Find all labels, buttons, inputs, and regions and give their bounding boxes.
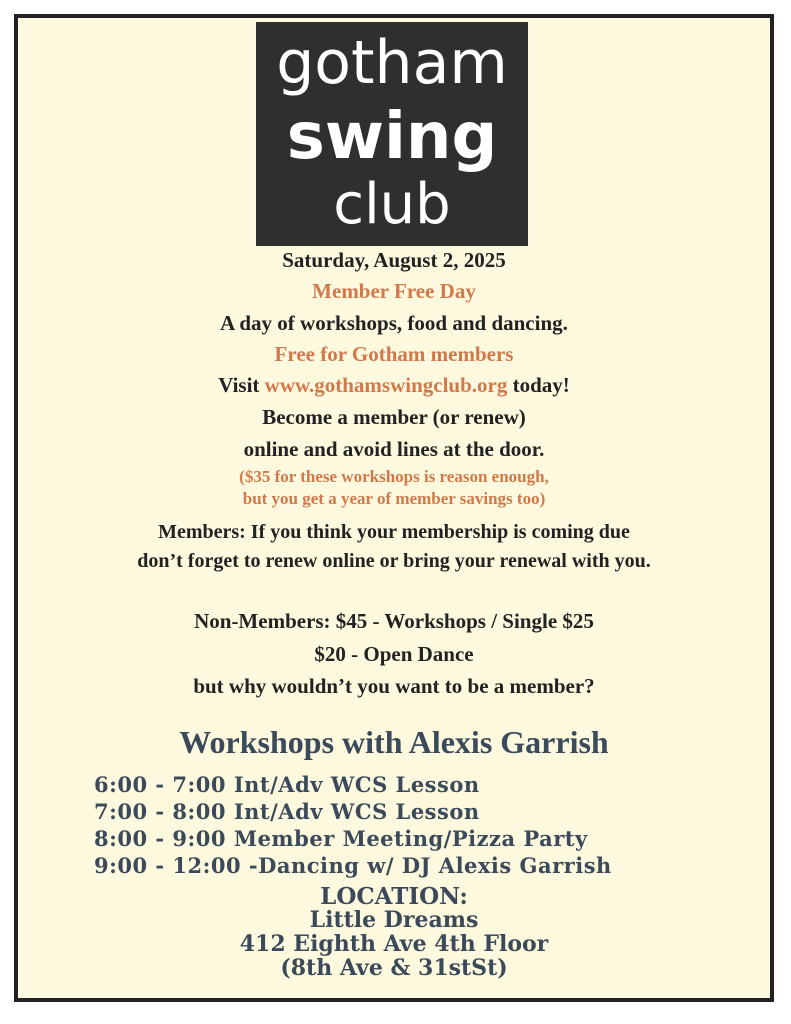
become-member-line: Become a member (or renew): [262, 405, 526, 429]
visit-suffix: today!: [507, 373, 570, 397]
logo-word-gotham: gotham: [276, 28, 508, 98]
nonmembers-line-3: but why wouldn’t you want to be a member?: [193, 674, 595, 698]
online-line: online and avoid lines at the door.: [243, 437, 545, 461]
members-line-2: don’t forget to renew online or bring your renewal with you.: [137, 550, 651, 572]
location-cross-streets: (8th Ave & 31stSt): [280, 955, 508, 981]
workshop-item: 6:00 - 7:00 Int/Adv WCS Lesson: [94, 772, 480, 797]
location-venue: Little Dreams: [309, 907, 479, 933]
visit-line: [18, 373, 770, 398]
event-title: Member Free Day: [312, 279, 476, 303]
workshop-item: 8:00 - 9:00 Member Meeting/Pizza Party: [94, 826, 588, 851]
logo-word-swing: swing: [286, 100, 498, 174]
location-address: 412 Eighth Ave 4th Floor: [239, 931, 549, 957]
price-note-2: but you get a year of member savings too): [242, 489, 546, 508]
price-note-1: ($35 for these workshops is reason enough,: [239, 467, 549, 486]
members-line-1: Members: If you think your membership is coming due: [158, 521, 630, 543]
nonmembers-line-1: Non-Members: $45 - Workshops / Single $25: [194, 609, 594, 633]
event-tagline: A day of workshops, food and dancing.: [220, 311, 568, 335]
workshop-item: 9:00 - 12:00 -Dancing w/ DJ Alexis Garrish: [94, 853, 612, 878]
visit-prefix: Visit: [218, 373, 265, 397]
workshop-item: 7:00 - 8:00 Int/Adv WCS Lesson: [94, 799, 480, 824]
workshops-heading: Workshops with Alexis Garrish: [179, 724, 609, 760]
nonmembers-line-2: $20 - Open Dance: [314, 642, 474, 666]
location-label: LOCATION:: [320, 883, 468, 910]
flyer: [14, 14, 774, 1002]
website-link[interactable]: www.gothamswingclub.org: [264, 373, 508, 397]
free-note: Free for Gotham members: [274, 342, 514, 366]
event-date: Saturday, August 2, 2025: [282, 248, 506, 272]
logo-word-club: club: [333, 172, 451, 237]
gotham-swing-club-logo: [256, 22, 528, 246]
